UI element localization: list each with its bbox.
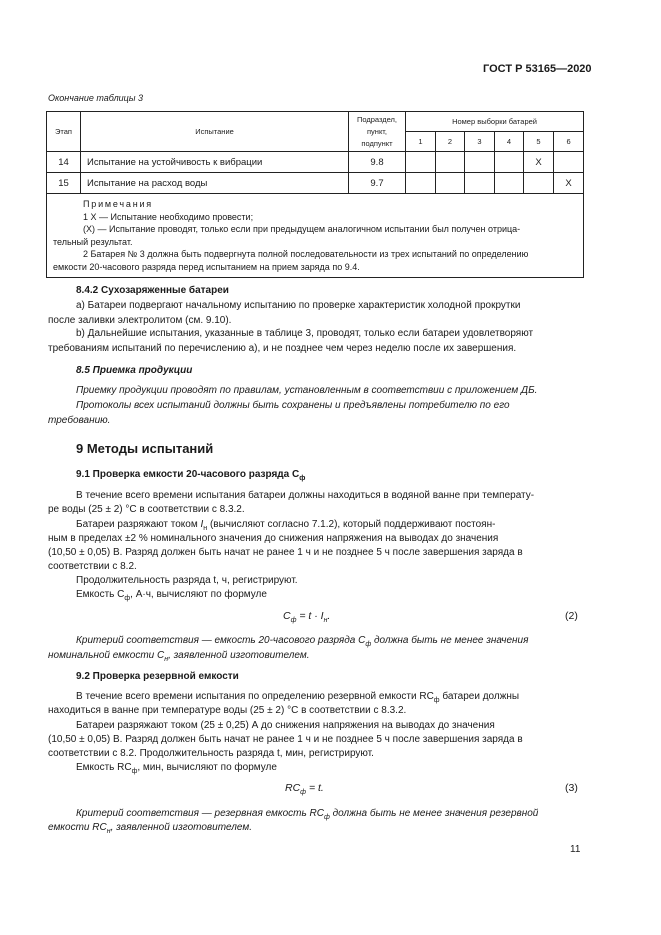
header-test: Испытание [81,112,349,152]
paragraph-line: (10,50 ± 0,05) В. Разряд должен быть начат не ранее 1 ч и не позднее 5 ч после завершения заряда в [48,734,523,745]
cell-mark [495,152,524,173]
section-8-4-2-heading: 8.4.2 Сухозаряженные батареи [76,285,229,296]
notes-title: Примечания [83,199,153,209]
table-notes-row [47,194,584,278]
page-number: 11 [570,844,581,855]
note-1b-line: тельный результат. [53,236,133,247]
paragraph-line: емкости $RC_н$, заявленной изготовителем. [48,822,252,835]
paragraph-line: ре воды (25 ± 2) °С в соответствии с 8.3.2. [48,504,245,515]
paragraph-line: а) Батареи подвергают начальному испытанию по проверке характеристик холодной прокрутки [76,300,521,311]
cell-mark: X [554,173,584,194]
equation-number: (3) [565,782,578,794]
cell-mark [406,152,436,173]
formula-2: $C_ф = t \cdot I_н$. [283,610,331,625]
note-2-line: емкости 20-часового разряда перед испытанием на прием заряда по 9.4. [53,261,360,272]
cell-mark: X [524,152,554,173]
paragraph-line: Критерий соответствия — резервная емкость $RC_ф$ должна быть не менее значения резервной [76,808,539,821]
paragraph-line: Емкость $RC_ф$, мин, вычисляют по формуле [76,762,277,775]
paragraph-line: Критерий соответствия — емкость 20-часового разряда $C_ф$ должна быть не менее значения [76,635,529,648]
header-sample: 5 [524,132,554,152]
table-notes [47,194,584,278]
cell-test: Испытание на расход воды [81,173,349,194]
header-subsection: Подраздел, пункт, подпункт [349,112,406,152]
paragraph-line: требованию. [48,415,111,426]
paragraph-line: Протоколы всех испытаний должны быть сохранены и предъявлены потребителю по его [76,400,510,411]
cell-mark [406,173,436,194]
cell-ref: 9.8 [349,152,406,173]
cell-ref: 9.7 [349,173,406,194]
paragraph-line: Приемку продукции проводят по правилам, установленным в соответствии с приложением ДБ. [76,385,538,396]
section-8-5-heading: 8.5 Приемка продукции [76,365,193,376]
paragraph-line: (10,50 ± 0,05) В. Разряд должен быть начат не ранее 1 ч и не позднее 5 ч после завершения заряда в [48,547,523,558]
paragraph-line: b) Дальнейшие испытания, указанные в таблице 3, проводят, только если батареи удовлетворяют [76,328,534,339]
paragraph-line: Батареи разряжают током $I_н$ (вычисляют согласно 7.1.2), который поддерживают постоян- [76,519,496,532]
header-sample: 4 [495,132,524,152]
paragraph-line: требованиям испытаний по перечислению а), и не позднее чем через неделю после их завершения. [48,343,517,354]
formula-3: $RC_ф = t$. [285,782,324,797]
equation-number: (2) [565,610,578,622]
cell-test: Испытание на устойчивость к вибрации [81,152,349,173]
table-caption: Окончание таблицы 3 [48,93,143,103]
note-2-line: 2 Батарея № 3 должна быть подвергнута полной последовательности из трех испытаний по определению [83,249,529,259]
paragraph-line: Батареи разряжают током (25 ± 0,25) А до снижения напряжения на выводах до значения [76,720,495,731]
paragraph-line: соответствии с 8.2. Продолжительность разряда t, мин, регистрируют. [48,748,374,759]
paragraph-line: после заливки электролитом (см. 9.10). [48,315,232,326]
cell-mark [436,173,465,194]
section-9-heading: 9 Методы испытаний [76,441,214,456]
header-sample: 3 [465,132,495,152]
cell-mark [436,152,465,173]
paragraph-line: Продолжительность разряда t, ч, регистрируют. [76,575,298,586]
paragraph-line: ным в пределах ±2 % номинального значения до снижения напряжения на выводах до значения [48,533,499,544]
header-sample: 1 [406,132,436,152]
table-3-continuation [46,111,584,278]
section-9-1-heading: 9.1 Проверка емкости 20-часового разряда $C_ф$ [76,469,306,482]
header-sample: 6 [554,132,584,152]
standard-number: ГОСТ Р 53165—2020 [483,63,592,75]
header-sample-group: Номер выборки батарей [406,112,584,132]
cell-mark [495,173,524,194]
paragraph-line: В течение всего времени испытания батареи должны находиться в водяной ванне при температу- [76,490,535,501]
cell-mark [554,152,584,173]
cell-stage: 15 [47,173,81,194]
cell-mark [465,152,495,173]
paragraph-line: соответствии с 8.2. [48,561,137,572]
cell-mark [524,173,554,194]
paragraph-line: В течение всего времени испытания по определению резервной емкости $RC_ф$ батареи должны [76,691,520,704]
section-9-2-heading: 9.2 Проверка резервной емкости [76,671,239,682]
note-1b-line: (X) — Испытание проводят, только если при предыдущем аналогичном испытании был получен отрица- [83,224,521,234]
cell-stage: 14 [47,152,81,173]
header-stage: Этап [47,112,81,152]
note-1: 1 X — Испытание необходимо провести; [83,211,254,222]
paragraph-line: находиться в ванне при температуре воды (25 ± 2) °С в соответствии с 8.3.2. [48,705,407,716]
cell-mark [465,173,495,194]
header-sample: 2 [436,132,465,152]
paragraph-line: номинальной емкости $C_н$, заявленной изготовителем. [48,650,310,663]
paragraph-line: Емкость $C_ф$, А·ч, вычисляют по формуле [76,589,267,602]
table-row [47,152,584,173]
table-row [47,173,584,194]
